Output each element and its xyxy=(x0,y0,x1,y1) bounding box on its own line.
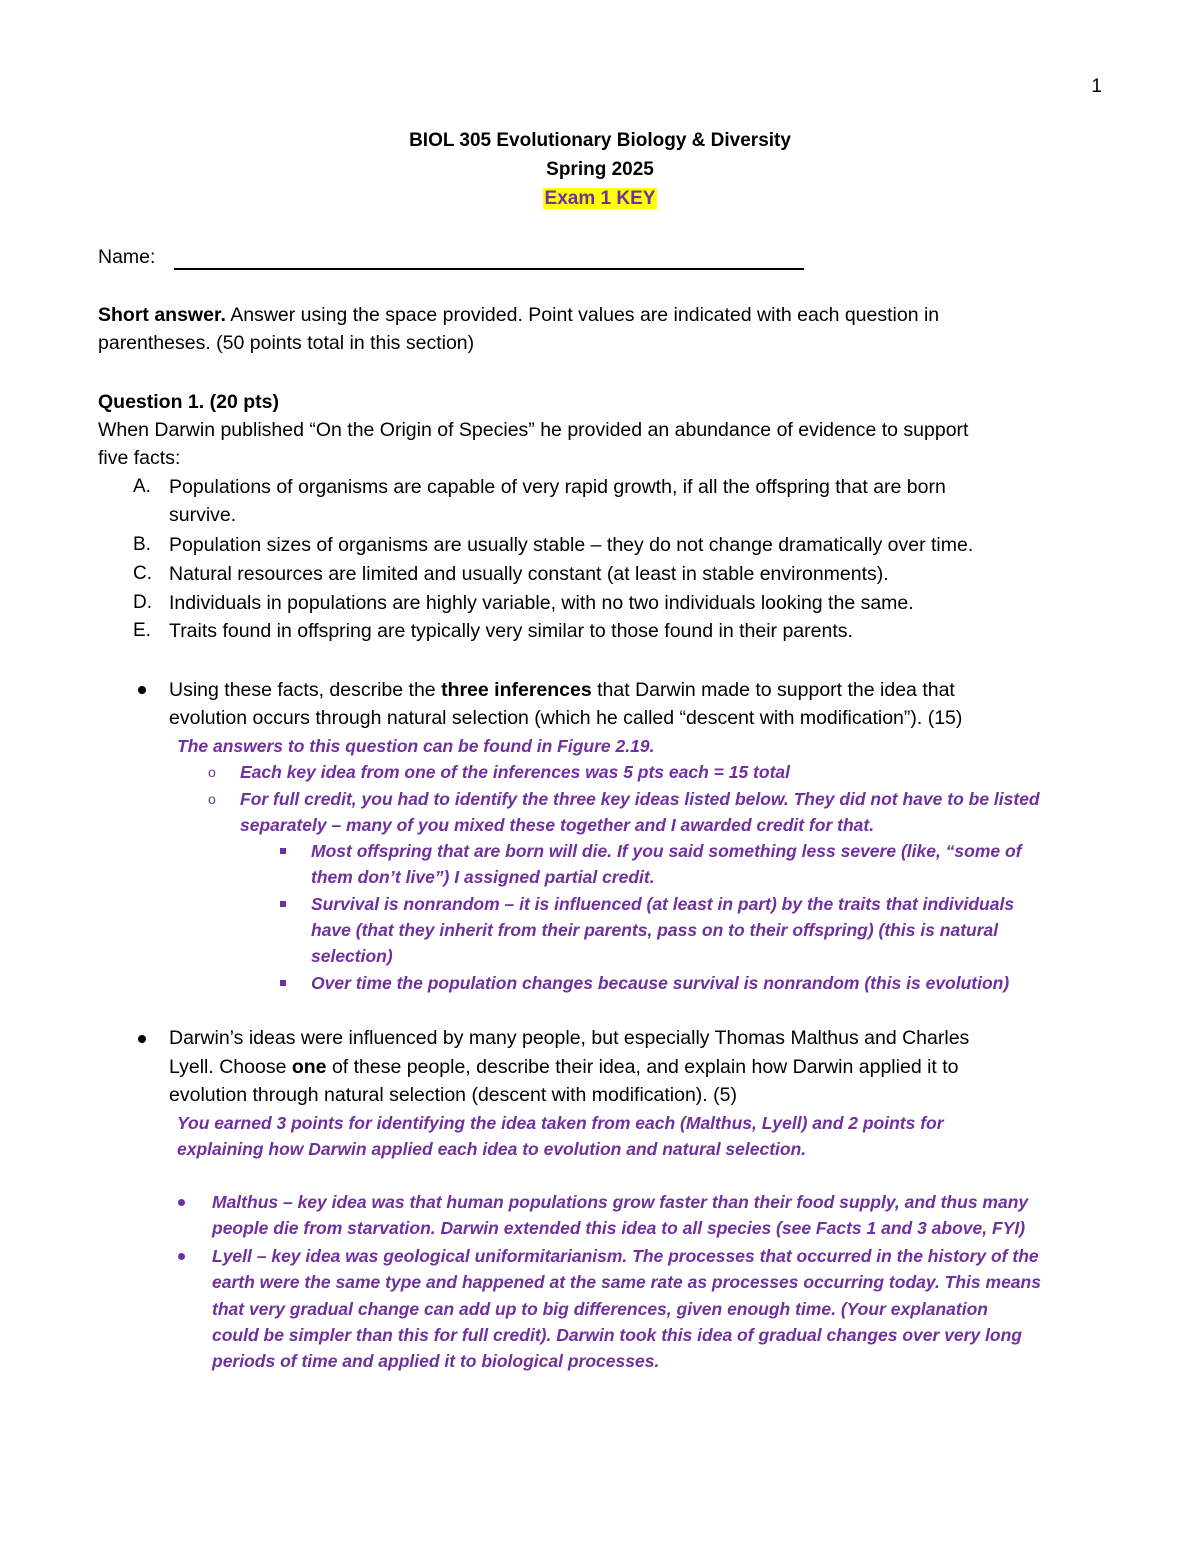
fact-a-line1: Populations of organisms are capable of very rapid growth, if all the offspring that are born xyxy=(169,476,946,498)
term: Spring 2025 xyxy=(546,159,654,180)
exam-title xyxy=(0,188,1200,210)
key-idea-1-line2: them don’t live”) I assigned partial credit. xyxy=(311,867,655,887)
instructions-bold-lead: Short answer. xyxy=(98,304,226,326)
part1-bold: three inferences xyxy=(441,679,592,701)
fact-b: Population sizes of organisms are usually stable – they do not change dramatically over time. xyxy=(169,534,974,556)
lyell-line3: that very gradual change can add up to big differences, given enough time. (Your explanation xyxy=(212,1299,988,1319)
fact-marker: D. xyxy=(133,592,152,613)
key-idea-3: Over time the population changes because survival is nonrandom (this is evolution) xyxy=(311,973,1010,993)
part1-pre: Using these facts, describe the xyxy=(169,679,442,701)
part2-line3: evolution through natural selection (descent with modification). (5) xyxy=(169,1084,737,1106)
fact-marker: E. xyxy=(133,620,151,641)
part1-sub2-line2: separately – many of you mixed these together and I awarded credit for that. xyxy=(240,815,875,835)
question1-intro-line2: five facts: xyxy=(98,447,181,469)
part1-sub1: Each key idea from one of the inferences was 5 pts each = 15 total xyxy=(240,762,790,782)
lyell-line2: earth were the same type and happened at the same rate as processes occurring today. This means xyxy=(212,1272,1041,1292)
fact-d: Individuals in populations are highly variable, with no two individuals looking the same. xyxy=(169,592,914,614)
key-idea-2-line2: have (that they inherit from their parents, pass on to their offspring) (this is natural xyxy=(311,920,999,940)
instructions-line2: parentheses. (50 points total in this section) xyxy=(98,332,475,354)
circle-bullet-icon: o xyxy=(208,791,216,807)
bullet-icon xyxy=(178,1199,185,1206)
question1-intro-line1: When Darwin published “On the Origin of Species” he provided an abundance of evidence to support xyxy=(98,419,969,441)
part1-line2: evolution occurs through natural selection (which he called “descent with modification”). (15) xyxy=(169,707,963,729)
lyell-line5: periods of time and applied it to biological processes. xyxy=(212,1351,660,1371)
lyell-line4: could be simpler than this for full credit). Darwin took this idea of gradual changes over very long xyxy=(212,1325,1022,1345)
key-idea-2-line1: Survival is nonrandom – it is influenced (at least in part) by the traits that individuals xyxy=(311,894,1015,914)
key-idea-1-line1: Most offspring that are born will die. If you said something less severe (like, “some of xyxy=(311,841,1022,861)
part1-line1 xyxy=(169,676,955,704)
part2-bold: one xyxy=(291,1056,327,1078)
page-number: 1 xyxy=(1091,76,1102,97)
circle-bullet-icon: o xyxy=(208,764,216,780)
part2-answer-line2: explaining how Darwin applied each idea to evolution and natural selection. xyxy=(177,1139,807,1159)
name-label: Name: xyxy=(98,246,156,268)
malthus-line1: Malthus – key idea was that human populations grow faster than their food supply, and thus many xyxy=(212,1192,1029,1212)
name-blank-line xyxy=(174,268,804,270)
bullet-icon xyxy=(178,1253,185,1260)
part2-pre: Lyell. Choose xyxy=(169,1056,292,1078)
bullet-icon xyxy=(138,686,146,694)
course-title: BIOL 305 Evolutionary Biology & Diversity xyxy=(409,130,791,151)
fact-marker: A. xyxy=(133,476,151,497)
part1-sub2-line1: For full credit, you had to identify the three key ideas listed below. They did not have to be listed xyxy=(240,789,1040,809)
fact-a-line2: survive. xyxy=(169,504,237,526)
square-bullet-icon xyxy=(280,848,286,854)
part2-post: of these people, describe their idea, and explain how Darwin applied it to xyxy=(326,1056,959,1078)
part2-line1: Darwin’s ideas were influenced by many people, but especially Thomas Malthus and Charles xyxy=(169,1027,970,1049)
part2-answer-line1: You earned 3 points for identifying the idea taken from each (Malthus, Lyell) and 2 points for xyxy=(177,1113,944,1133)
bullet-icon xyxy=(138,1035,146,1043)
key-idea-2-line3: selection) xyxy=(311,946,393,966)
square-bullet-icon xyxy=(280,980,286,986)
fact-e: Traits found in offspring are typically very similar to those found in their parents. xyxy=(169,620,853,642)
lyell-line1: Lyell – key idea was geological uniformitarianism. The processes that occurred in the history of the xyxy=(212,1246,1039,1266)
fact-c: Natural resources are limited and usually constant (at least in stable environments). xyxy=(169,563,889,585)
fact-marker: B. xyxy=(133,534,151,555)
malthus-line2: people die from starvation. Darwin extended this idea to all species (see Facts 1 and 3 above, FYI) xyxy=(212,1218,1026,1238)
part1-post: that Darwin made to support the idea that xyxy=(591,679,955,701)
fact-marker: C. xyxy=(133,563,152,584)
instructions-rest: Answer using the space provided. Point values are indicated with each question in xyxy=(225,304,940,326)
question1-title: Question 1. (20 pts) xyxy=(98,391,279,413)
part2-line2 xyxy=(169,1053,959,1081)
instructions-line1 xyxy=(98,301,939,329)
square-bullet-icon xyxy=(280,901,286,907)
exam-key-highlight: Exam 1 KEY xyxy=(544,188,656,209)
part1-answer-intro: The answers to this question can be found in Figure 2.19. xyxy=(177,736,655,756)
